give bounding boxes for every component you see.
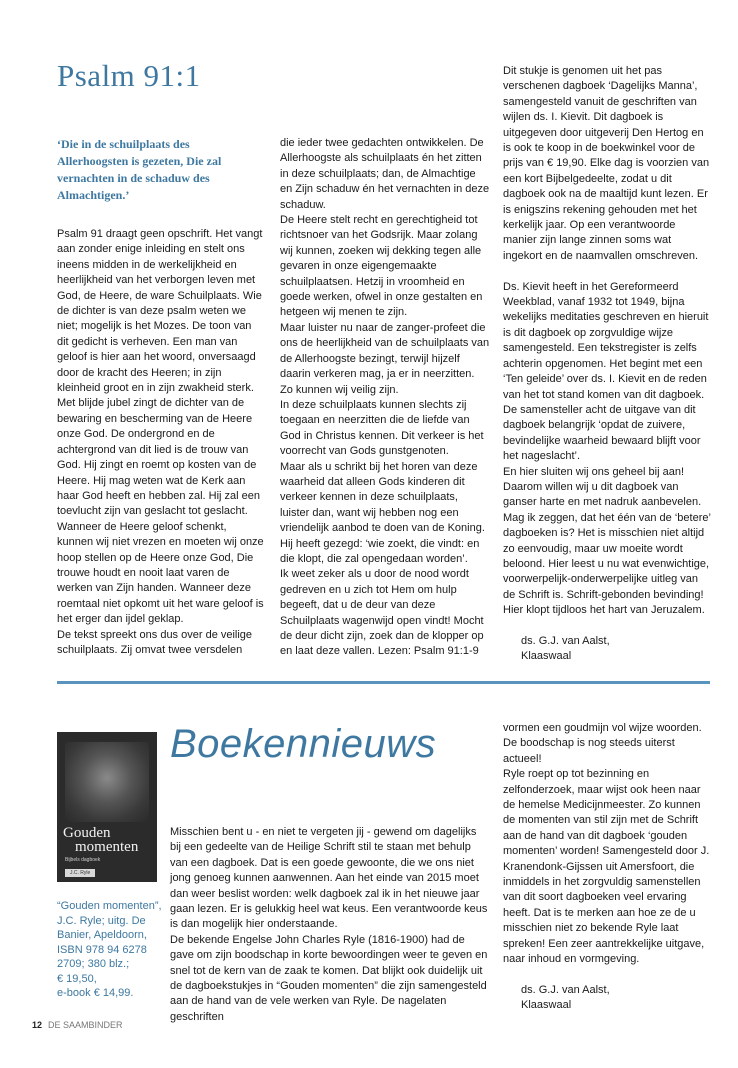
paragraph: vormen een goudmijn vol wijze woorden. De boodschap is nog steeds uiterst actueel! [503,722,702,765]
section-divider [57,681,710,684]
article-column-3 [503,64,711,665]
paragraph: De Heere stelt recht en gerechtigheid tot richtsnoer van het Godsrijk. Maar zolang wij kunnen, zoeken wij dekking tegen alle gevaren in onze eigengemaakte schuilplaatsen. Hetzij in vroomheid en goede werken, ofwel in onze gestalten en hetgeen wij menen te zijn. [280,214,483,319]
paragraph: Dit stukje is genomen uit het pas verschenen dagboek ‘Dagelijks Manna’, samengesteld vanuit de geschriften van wijlen ds. I. Kievit. Dit dagboek is uitgegeven door uitgeverij Den Hertog en is ook te koop in de boekwinkel voor de prijs van € 19,90. Elke dag is voorzien van een kort Bijbelgedeelte, zodat u dit dagboek ook na de maaltijd kunt lezen. Er is enigszins rekening gehouden met het kerkelijk jaar. Op een verantwoorde manier zijn lange zinnen soms wat ingekort en de naamvallen omschreven. [503,65,710,262]
book-review-column-1 [170,825,488,1025]
cover-title [63,826,153,854]
paragraph: die ieder twee gedachten ontwikkelen. De Allerhoogste als schuilplaats én het zitten in deze schuilplaats; dan, de Almachtige en Zijn schaduw én het vernachten in deze schaduw. [280,137,490,211]
paragraph: Psalm 91 draagt geen opschrift. Het vangt aan zonder enige inleiding en stelt ons ineens midden in de werkelijkheid en heerlijkheid van het verborgen leven met God, de Heere, de ware Schuilplaats. Wie de dichter is van deze psalm weten we niet; mogelijk is het Mozes. De toon van dit gedicht is verheven. Een man van geloof is hier aan het woord, onversaagd door de kracht des Heeren; in zijn kleinheid groot en in zijn zwakheid sterk. [57,228,263,395]
author-signature-place: Klaaswaal [521,650,572,663]
reviewer-signature-name: ds. G.J. van Aalst, [521,983,610,996]
paragraph: En hier sluiten wij ons geheel bij aan! Daarom willen wij u dit dagboek van ganser harte en met nadruk aanbevelen. Mag ik zeggen, dat het één van de ‘betere’ dagboeken is? Het is misschien niet altijd zo eenvoudig, maar uw moeite wordt beloond. Hier leest u nu wat evenwichtige, voorwerpelijk-onderwerpelijke uitleg van de Schrift is. Schrift-gebonden bevinding! Hier klopt tijdloos het hart van Jeruzalem. [503,465,711,617]
cover-title-line: momenten [75,839,139,855]
caption-line: Banier, Apeldoorn, [57,929,147,941]
section-heading: Boekennieuws [170,722,437,766]
scripture-quote: ‘Die in de schuilplaats des Allerhoogsten is gezeten, Die zal vernachten in de schaduw des Almachtigen.’ [57,137,222,202]
page-footer [32,1020,123,1030]
reviewer-signature-place: Klaaswaal [521,999,572,1012]
paragraph: In deze schuilplaats kunnen slechts zij toegaan en neerzitten die de liefde van God in Christus kennen. Dit verkeer is het voorrecht van Gods gunstgenoten. [280,398,484,458]
paragraph: Met blijde jubel zingt de dichter van de bewaring en bescherming van de Heere onze God. De ondergrond en de achtergrond van dit lied is de trouw van God. Hij zingt en roemt op kosten van de Heere. Hij mag weten wat de Kerk aan haar God heeft en hebben zal. Hij zal een toevlucht zijn van geslacht tot geslacht. [57,397,261,518]
paragraph: Wanneer de Heere geloof schenkt, kunnen wij niet vrezen en moeten wij onze hoop stellen op de Heere onze God, Die trouwe houdt en nooit laat varen de werken van Zijn handen. Wanneer deze roemtaal niet opkomt uit het ware geloof is het erger dan ijdel geklap. [57,520,264,626]
paragraph: Ryle roept op tot bezinning en zelfonderzoek, maar wijst ook heen naar de hemelse Medicijnmeester. Zo kunnen de momenten van stil zijn met de Schrift aan de hand van dit dagboek ‘gouden momenten’ worden! Samengesteld door J. Kranendonk-Gijssen uit Amersfoort, die inmiddels in het zorgvuldig samenstellen van dit soort dagboeken veel ervaring heeft. Dat is te merken aan hoe ze de u misschien niet zo bekende Ryle laat spreken! Een zeer aantrekkelijke uitgave, naar inhoud en vormgeving. [503,768,710,966]
cover-photo [65,742,149,822]
book-cover [57,732,157,882]
caption-line: e-book € 14,99. [57,987,134,999]
paragraph: Ds. Kievit heeft in het Gereformeerd Weekblad, vanaf 1932 tot 1949, bijna wekelijks meditaties geschreven en hieruit is dit dagboek op zorgvuldige wijze samengesteld. Een tekstregister is zelfs achterin opgenomen. Het begint met een ‘Ten geleide’ over ds. I. Kievit en de reden van het tot stand komen van dit dagboek. De samensteller acht de uitgave van dit dagboek belangrijk ‘opdat de zuivere, bevindelijke waarheid bewaard blijft voor het nageslacht’. [503,280,709,463]
article-column-2 [280,136,490,660]
caption-line: “Gouden momenten”, [57,900,162,912]
caption-line: 2709; 380 blz.; [57,958,130,970]
cover-title-line: Gouden [63,825,111,841]
page-number: 12 [32,1020,43,1030]
book-caption [57,899,167,1001]
paragraph: De bekende Engelse John Charles Ryle (1816-1900) had de gave om zijn boodschap in korte bewoordingen weer te geven en snel tot de kern van de zaak te komen. Dat blijkt ook duidelijk uit de dagboekstukjes in “Gouden momenten” die zijn samengesteld aan de hand van de vele werken van Ryle. De nagelaten geschriften [170,933,488,1023]
cover-author: J.C. Ryle [65,869,95,877]
paragraph: Maar luister nu naar de zanger-profeet die ons de heerlijkheid van de schuilplaats van de Allerhoogste bezingt, terwijl hijzelf daarin verkeren mag, ja er in neerzitten. Zo kunnen wij veilig zijn. [280,321,490,396]
caption-line: J.C. Ryle; uitg. De [57,914,146,927]
caption-line: € 19,50, [57,972,97,985]
caption-line: ISBN 978 94 6278 [57,943,147,956]
paragraph: Misschien bent u - en niet te vergeten jij - gewend om dagelijks bij een gedeelte van de Heilige Schrift stil te staan met behulp van een dagboek. Dat is een goede gewoonte, die we ons niet jong genoeg kunnen aanwennen. Aan het einde van 2015 moet dan weer beslist worden: welk dagboek zal ik in het nieuwe jaar gaan lezen. Er is gelukkig heel wat keus. Een verantwoorde keus is dan mogelijk hier onderstaande. [170,826,488,931]
paragraph: De tekst spreekt ons dus over de veilige schuilplaats. Zij omvat twee versdelen [57,628,253,656]
article-title: Psalm 91:1 [57,58,201,93]
magazine-name: DE SAAMBINDER [48,1020,123,1030]
article-column-1 [57,227,265,658]
author-signature-name: ds. G.J. van Aalst, [521,635,610,647]
paragraph: Maar als u schrikt bij het horen van deze waarheid dat alleen Gods kinderen dit verkeer kennen in deze schuilplaats, luister dan, want wij hebben nog een vriendelijk aanbod te doen van de Koning. Hij heeft gezegd: ‘wie zoekt, die vindt: en die klopt, die zal opengedaan worden’. [280,460,485,565]
paragraph: Ik weet zeker als u door de nood wordt gedreven en u zich tot Hem om hulp begeeft, dat u de deur van deze Schuilplaats wagenwijd open vindt! Mocht de deur dicht zijn, zoek dan de klopper op en laat deze vallen. Lezen: Psalm 91:1-9 [280,568,484,658]
cover-subtitle: Bijbels dagboek [65,857,101,863]
book-review-column-2 [503,721,711,1014]
